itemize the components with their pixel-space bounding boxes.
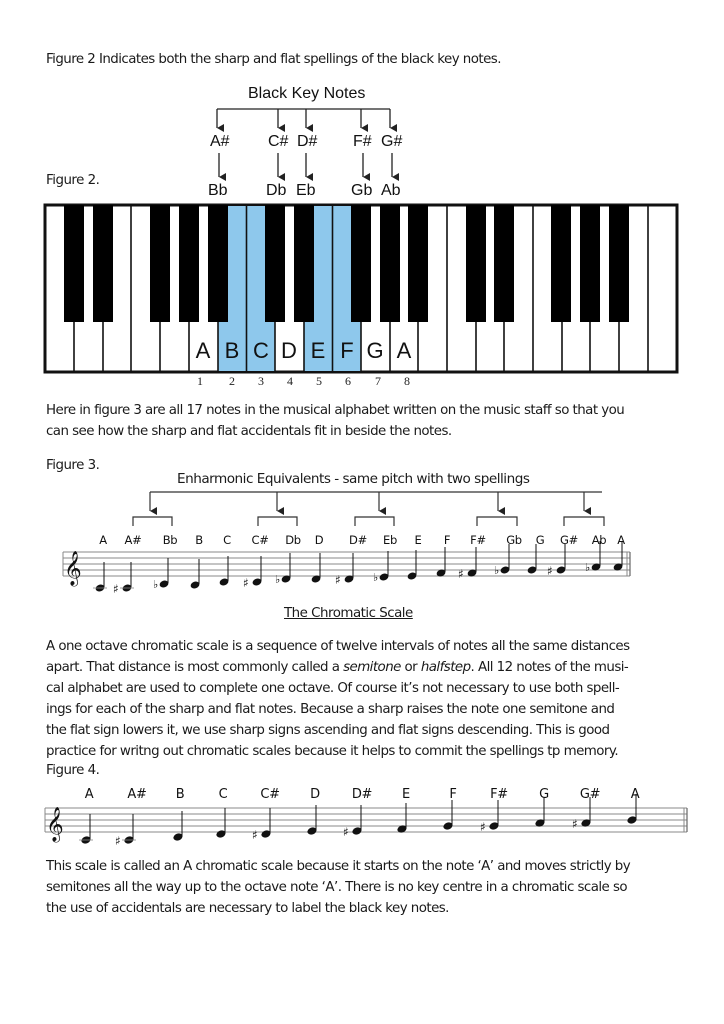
note-label: C# — [251, 533, 269, 547]
key-letter-a-octave: A — [396, 338, 412, 363]
note-label: B — [175, 787, 185, 802]
note-label: C — [218, 787, 228, 802]
note-label: D — [310, 787, 320, 802]
svg-text:♭: ♭ — [153, 578, 159, 591]
note-label: Eb — [383, 533, 397, 547]
note-label: Ab — [591, 533, 607, 547]
closing-paragraph — [46, 856, 686, 919]
svg-text:♯: ♯ — [252, 828, 258, 842]
svg-text:♭: ♭ — [275, 573, 281, 586]
key-number-5: 5 — [316, 374, 322, 388]
enharmonic-title: Enharmonic Equivalents - same pitch with two spellings — [177, 471, 530, 487]
figure2-label: Figure 2. — [46, 173, 100, 188]
note-label: A — [84, 787, 94, 802]
svg-text:♯: ♯ — [343, 825, 349, 839]
text-span: apart. That distance is most commonly called a — [46, 660, 344, 675]
key-letter-c: C — [253, 338, 269, 363]
paragraph-line: This scale is called an A chromatic scale because it starts on the note ‘A’ and moves strictly by — [46, 859, 631, 874]
svg-text:♭: ♭ — [585, 561, 591, 574]
note-label: G — [539, 787, 549, 802]
intro-text: Figure 2 Indicates both the sharp and flat spellings of the black key notes. — [46, 52, 501, 67]
note-label: F# — [490, 787, 508, 802]
note-label: G# — [579, 787, 601, 802]
svg-text:♯: ♯ — [458, 567, 464, 581]
key-number-8: 8 — [404, 374, 410, 388]
key-number-1: 1 — [197, 374, 203, 388]
key-letter-d: D — [281, 338, 297, 363]
note-label: Bb — [162, 533, 178, 547]
key-number-7: 7 — [375, 374, 381, 388]
key-number-6: 6 — [345, 374, 351, 388]
paragraph-line: practice for writng out chromatic scales because it helps to commit the spellings tp memory. — [46, 744, 619, 759]
note-label: Db — [285, 533, 301, 547]
note-label: A — [617, 533, 625, 547]
paragraph-line: the use of accidentals are necessary to label the black key notes. — [46, 901, 449, 916]
svg-text:♯: ♯ — [115, 834, 121, 848]
sharp-label-d: D# — [297, 133, 318, 150]
note-label: G — [535, 533, 545, 547]
note-label: A# — [124, 533, 142, 547]
note-label: D# — [349, 533, 367, 547]
figure3-intro-line: Here in figure 3 are all 17 notes in the musical alphabet written on the music staff so that you — [46, 403, 625, 418]
figure3-label: Figure 3. — [46, 458, 100, 473]
svg-text:♯: ♯ — [335, 573, 341, 587]
sharp-label-g: G# — [381, 133, 403, 150]
key-letter-e: E — [310, 338, 326, 363]
note-label: A — [99, 533, 107, 547]
note-label: G# — [560, 533, 578, 547]
svg-text:♯: ♯ — [113, 582, 119, 596]
paragraph-line: ings for each of the sharp and flat notes. Because a sharp raises the note one semitone and — [46, 702, 615, 717]
key-number-3: 3 — [258, 374, 264, 388]
note-label: D# — [351, 787, 373, 802]
note-label: D — [314, 533, 324, 547]
flat-label-e: Eb — [296, 182, 316, 199]
text-span: or — [400, 660, 421, 675]
paragraph-line: semitones all the way up to the octave note ‘A’. There is no key centre in a chromatic scale so — [46, 880, 628, 895]
sharp-label-a: A# — [210, 133, 230, 150]
svg-text:♯: ♯ — [547, 564, 553, 578]
flat-label-g: Gb — [351, 182, 373, 199]
paragraph-line: A one octave chromatic scale is a sequence of twelve intervals of notes all the same distances — [46, 639, 630, 654]
note-label: F — [449, 787, 457, 802]
svg-text:♭: ♭ — [494, 564, 500, 577]
black-key-notes-title: Black Key Notes — [248, 85, 366, 102]
note-label: A# — [127, 787, 147, 802]
note-label: C# — [260, 787, 280, 802]
note-label: Gb — [506, 533, 522, 547]
text-span: . All 12 notes of the musi- — [470, 660, 629, 675]
paragraph-line: the flat sign lowers it, we use sharp signs ascending and flat signs descending. This is good — [46, 723, 610, 738]
svg-text:♯: ♯ — [243, 576, 249, 590]
key-letter-f: F — [340, 338, 354, 363]
svg-text:♯: ♯ — [572, 817, 578, 831]
flat-label-a: Ab — [381, 182, 401, 199]
key-letter-b: B — [224, 338, 240, 363]
treble-clef-icon: 𝄞 — [64, 551, 82, 586]
treble-clef-icon: 𝄞 — [46, 807, 64, 842]
sharp-label-c: C# — [268, 133, 289, 150]
key-letter-g: G — [366, 338, 384, 363]
key-number-2: 2 — [229, 374, 235, 388]
note-label: A — [630, 787, 640, 802]
note-label: C — [223, 533, 231, 547]
figure3-intro-line: can see how the sharp and flat accidentals fit in beside the notes. — [46, 424, 452, 439]
key-number-4: 4 — [287, 374, 293, 388]
sharp-label-f: F# — [353, 133, 372, 150]
note-label: B — [195, 533, 203, 547]
figure4-label: Figure 4. — [46, 763, 100, 778]
flat-label-b: Bb — [208, 182, 228, 199]
flat-label-d: Db — [266, 182, 287, 199]
svg-text:♭: ♭ — [373, 571, 379, 584]
emphasis-halfstep: halfstep — [420, 660, 471, 675]
svg-text:♯: ♯ — [480, 820, 486, 834]
paragraph-line: cal alphabet are used to complete one octave. Of course it’s not necessary to use both spell- — [46, 681, 620, 696]
key-letter-a: A — [195, 338, 211, 363]
note-label: F# — [470, 533, 486, 547]
note-label: E — [414, 533, 422, 547]
note-label: F — [443, 533, 451, 547]
emphasis-semitone: semitone — [343, 660, 401, 675]
section-title: The Chromatic Scale — [284, 606, 413, 621]
note-label: E — [402, 787, 410, 802]
